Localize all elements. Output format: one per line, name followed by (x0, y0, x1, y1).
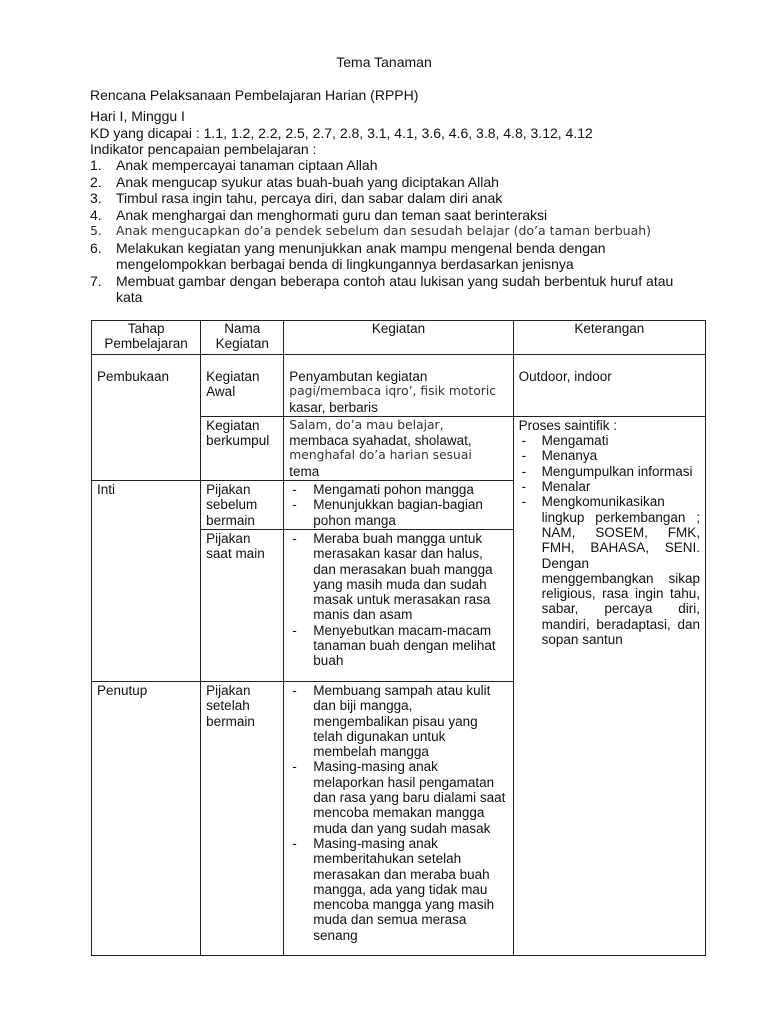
cell-nama-sebelum: Pijakan sebelum bermain (201, 481, 284, 530)
document-title: Tema Tanaman (336, 54, 432, 70)
list-item: 3. Timbul rasa ingin tahu, percaya diri, dan sabar dalam diri anak (90, 190, 503, 206)
indikator-list (90, 157, 700, 306)
kd-line: KD yang dicapai : 1.1, 1.2, 2.2, 2.5, 2.7, 2.8, 3.1, 4.1, 3.6, 4.6, 3.8, 4.8, 3.12, 4.12 (90, 124, 593, 141)
cell-keterangan-awal: Outdoor, indoor (513, 355, 705, 417)
list-item: - Menyebutkan macam-macam tanaman buah dengan melihat buah (289, 623, 507, 669)
saintifik-list (519, 433, 700, 509)
list-item: - Masing-masing anak melaporkan hasil pengamatan dan rasa yang baru dialami saat mencoba memakan mangga muda dan yang sudah masak (289, 759, 507, 835)
cell-nama-setelah: Pijakan setelah bermain (201, 681, 284, 955)
saintifik-detail: lingkup perkembangan ; NAM, SOSEM, FMK, FMH, BAHASA, SENI. Dengan menggembangkan sikap religious, rasa ingin tahu, sabar, percaya diri, mandiri, beradaptasi, dan sopan santun (541, 509, 700, 648)
document-subtitle: Rencana Pelaksanaan Pembelajaran Harian (RPPH) (90, 87, 419, 103)
cell-kegiatan-berkumpul: Salam, do’a mau belajar, membaca syahadat, sholawat, menghafal do’a harian sesuai tema (284, 416, 513, 480)
list-item: 2. Anak mengucap syukur atas buah-buah yang diciptakan Allah (90, 173, 499, 190)
list-item: - Meraba buah mangga untuk merasakan kasar dan halus, dan merasakan buah mangga yang masih muda dan sudah masak untuk merasakan rasa manis dan asam (289, 531, 507, 623)
cell-tahap-penutup: Penutup (92, 681, 201, 955)
cell-tahap-pembukaan: Pembukaan (92, 355, 201, 481)
list-item: - Menunjukkan bagian-bagian pohon manga (289, 497, 507, 528)
cell-kegiatan-setelah (284, 681, 513, 955)
cell-nama-saat: Pijakan saat main (201, 529, 284, 681)
cell-kegiatan-saat (284, 529, 513, 681)
list-item: - Mengkomunikasikan (519, 494, 700, 509)
list-item: - Mengamati (519, 433, 700, 448)
list-item: - Masing-masing anak memberitahukan setelah merasakan dan meraba buah mangga, ada yang tidak mau mencoba mangga yang masih muda dan semua merasa senang (289, 836, 507, 943)
list-item: 6. Melakukan kegiatan yang menunjukkan anak mampu mengenal benda dengan mengelompokkan berbagai benda di lingkungannya berdasarkan jenisnya (90, 239, 606, 272)
table-header-row (92, 321, 706, 355)
cell-tahap-inti: Inti (92, 481, 201, 682)
hari-line: Hari I, Minggu I (90, 108, 185, 124)
cell-kegiatan-sebelum (284, 481, 513, 530)
list-item: 5. Anak mengucapkan do’a pendek sebelum dan sesudah belajar (do’a taman berbuah) (90, 223, 652, 238)
list-item: 1. Anak mempercayai tanaman ciptaan Allah (90, 157, 378, 173)
list-item: 4. Anak menghargai dan menghormati guru dan teman saat berinteraksi (90, 206, 548, 223)
header-keterangan: Keterangan (513, 321, 705, 355)
list-item: - Menanya (519, 448, 700, 463)
list-item: - Mengamati pohon mangga (289, 482, 507, 497)
cell-nama-awal: Kegiatan Awal (201, 355, 284, 417)
cell-kegiatan-awal: Penyambutan kegiatan pagi/membaca iqro’, fisik motoric kasar, berbaris (284, 355, 513, 417)
list-item: 7. Membuat gambar dengan beberapa contoh atau lukisan yang sudah berbentuk huruf atau kata (90, 272, 674, 305)
cell-keterangan-saintifik: Proses saintifik : - Mengamati - Menanya - Mengumpulkan informasi - Menalar - Mengkomunikasikan lingkup perkembangan ; NAM, SOSEM, FMK, FMH, BAHASA, SENI. Dengan menggembangkan sikap religious, rasa ingin tahu, sabar, percaya diri, mandiri, beradaptasi, dan sopan santun (513, 416, 705, 955)
list-item: - Mengumpulkan informasi (519, 464, 700, 479)
list-item: - Menalar (519, 479, 700, 494)
list-item: - Membuang sampah atau kulit dan biji mangga, mengembalikan pisau yang telah digunakan untuk membelah mangga (289, 683, 507, 759)
meta-block (90, 108, 593, 158)
header-nama: Nama Kegiatan (201, 321, 284, 355)
table-row (92, 355, 706, 417)
rpph-table (91, 320, 706, 956)
indikator-label: Indikator pencapaian pembelajaran : (90, 141, 317, 157)
header-kegiatan: Kegiatan (284, 321, 513, 355)
header-tahap: Tahap Pembelajaran (92, 321, 201, 355)
cell-nama-berkumpul: Kegiatan berkumpul (201, 416, 284, 480)
